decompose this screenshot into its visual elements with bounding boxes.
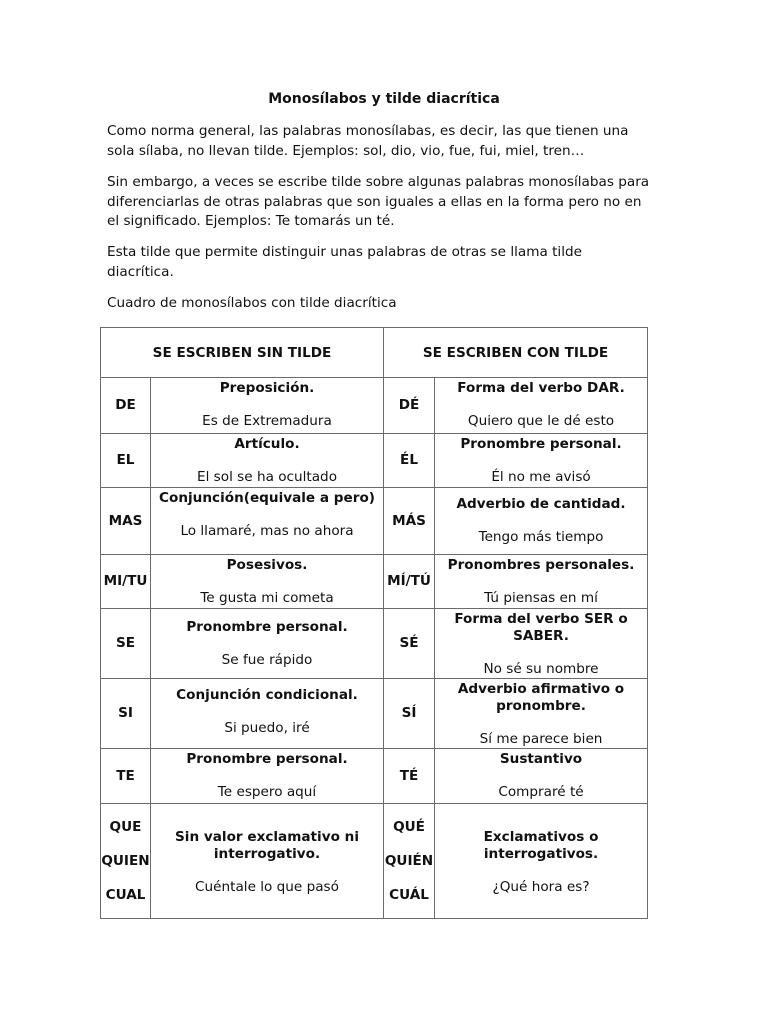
definition-cell [151, 679, 384, 749]
definition-title: Pronombre personal. [186, 751, 348, 767]
word-cell: MI/TU [101, 555, 151, 609]
definition-title: Artículo. [234, 436, 300, 452]
paragraph-sin-embargo [107, 173, 667, 232]
definition-title: Pronombre personal. [186, 619, 348, 635]
definition-example: Tengo más tiempo [478, 529, 604, 545]
table-row [101, 749, 648, 804]
definition-title: Pronombre personal. [460, 436, 622, 452]
word-cell: DÉ [384, 378, 435, 434]
definition-cell [151, 434, 384, 488]
paragraph-line: Esta tilde que permite distinguir unas palabras de otras se llama tilde [107, 244, 582, 260]
table-row [101, 378, 648, 434]
word-cell [101, 804, 151, 919]
definition-cell [435, 555, 648, 609]
definition-title: Conjunción(equivale a pero) [159, 490, 375, 506]
definition-cell [435, 749, 648, 804]
definition-cell [151, 609, 384, 679]
word-cell: DE [101, 378, 151, 434]
definition-example: ¿Qué hora es? [492, 878, 590, 895]
paragraph-line: diferenciarlas de otras palabras que son iguales a ellas en la forma pero no en [107, 193, 642, 210]
word-cual-accent: CUÁL [389, 886, 429, 903]
table-header-row [101, 328, 648, 378]
word-cell: MÍ/TÚ [384, 555, 435, 609]
definition-example: Tú piensas en mí [484, 590, 598, 606]
definition-example: Lo llamaré, mas no ahora [180, 523, 354, 539]
definition-cell [151, 555, 384, 609]
paragraph-line: diacrítica. [107, 263, 174, 280]
table-caption: Cuadro de monosílabos con tilde diacrítica [107, 295, 397, 311]
definition-example: Cuéntale lo que pasó [195, 878, 339, 895]
definition-title: Forma del verbo DAR. [457, 380, 625, 396]
table-row [101, 609, 648, 679]
definition-example: Compraré té [498, 784, 584, 800]
word-cell: TE [101, 749, 151, 804]
definition-title: Conjunción condicional. [176, 687, 358, 703]
table-row [101, 488, 648, 555]
definition-title: Posesivos. [226, 557, 308, 573]
definition-title: Forma del verbo SER o SABER. [454, 611, 628, 644]
word-cell [384, 804, 435, 919]
definition-example: Es de Extremadura [202, 413, 332, 429]
definition-example: Te gusta mi cometa [200, 590, 334, 606]
table-row [101, 434, 648, 488]
definition-example: El sol se ha ocultado [197, 469, 338, 485]
monosyllable-table [100, 327, 648, 919]
definition-cell [435, 609, 648, 679]
word-cell: SI [101, 679, 151, 749]
paragraph-tilde-diacritica [107, 243, 667, 282]
definition-example: Sí me parece bien [479, 731, 603, 747]
word-quien: QUIEN [101, 852, 150, 869]
definition-cell [151, 804, 384, 919]
word-cell: MAS [101, 488, 151, 555]
definition-cell [151, 749, 384, 804]
word-que: QUE [109, 818, 142, 835]
definition-title: Sustantivo [499, 751, 583, 767]
definition-cell [435, 378, 648, 434]
definition-example: Se fue rápido [221, 652, 313, 668]
table-row [101, 555, 648, 609]
word-cell: SÍ [384, 679, 435, 749]
definition-example: Quiero que le dé esto [467, 413, 615, 429]
paragraph-line: sola sílaba, no llevan tilde. Ejemplos: sol, dio, vio, fue, fui, miel, tren… [107, 142, 585, 159]
paragraph-line: Sin embargo, a veces se escribe tilde sobre algunas palabras monosílabas para [107, 174, 650, 190]
table-row [101, 804, 648, 919]
definition-cell [435, 488, 648, 555]
header-sin-tilde: SE ESCRIBEN SIN TILDE [101, 328, 384, 378]
definition-title: Pronombres personales. [447, 557, 635, 573]
word-que-accent: QUÉ [393, 818, 425, 835]
definition-example: Te espero aquí [217, 784, 317, 800]
definition-title: Exclamativos o interrogativos. [483, 828, 599, 862]
header-con-tilde: SE ESCRIBEN CON TILDE [384, 328, 648, 378]
paragraph-norma-general [107, 122, 667, 161]
definition-example: Él no me avisó [491, 469, 591, 485]
table-row [101, 679, 648, 749]
definition-title: Adverbio afirmativo o pronombre. [457, 681, 625, 714]
word-cell: MÁS [384, 488, 435, 555]
document-title: Monosílabos y tilde diacrítica [268, 91, 500, 107]
definition-title: Sin valor exclamativo ni interrogativo. [175, 828, 359, 862]
word-cell: EL [101, 434, 151, 488]
paragraph-line: el significado. Ejemplos: Te tomarás un té. [107, 213, 395, 229]
definition-cell [151, 378, 384, 434]
word-cell: ÉL [384, 434, 435, 488]
definition-title: Preposición. [219, 380, 315, 396]
definition-example: No sé su nombre [483, 661, 599, 677]
word-quien-accent: QUIÉN [384, 852, 434, 869]
word-cell: TÉ [384, 749, 435, 804]
definition-cell [151, 488, 384, 555]
definition-example: Si puedo, iré [224, 720, 310, 736]
definition-cell [435, 434, 648, 488]
definition-cell [435, 679, 648, 749]
definition-cell [435, 804, 648, 919]
definition-title: Adverbio de cantidad. [456, 496, 626, 512]
paragraph-line: Como norma general, las palabras monosílabas, es decir, las que tienen una [107, 123, 629, 139]
word-cell: SÉ [384, 609, 435, 679]
word-cell: SE [101, 609, 151, 679]
word-cual: CUAL [105, 886, 146, 903]
